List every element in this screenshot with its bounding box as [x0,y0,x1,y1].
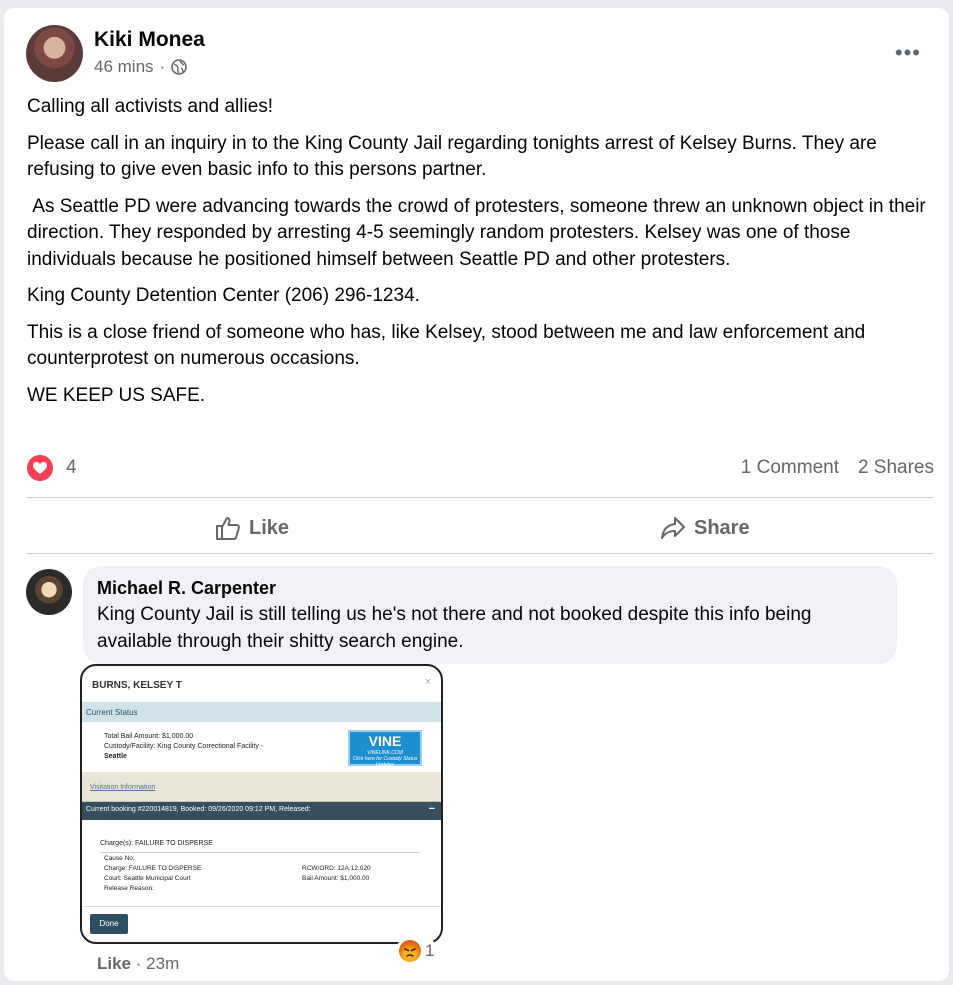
post-card [4,8,949,981]
comment-like-button[interactable]: Like [97,954,132,973]
comment-author[interactable]: Michael R. Carpenter [97,578,277,598]
vine-logo-text: VINE [368,733,402,749]
reaction-count[interactable]: 4 [66,457,77,478]
post-meta [94,57,187,77]
comments-count-link[interactable]: 1 Comment [740,457,839,478]
globe-icon[interactable] [171,59,187,75]
post-stats [27,454,934,482]
release-line: Release Reason: [104,885,154,892]
more-options-button[interactable]: ••• [894,40,921,65]
rcw-line: RCW/ORD: 12A.12.020 [302,865,371,872]
court-line: Court: Seattle Municipal Court [104,875,191,882]
cause-line: Cause No: [104,855,135,862]
done-button: Done [90,914,128,934]
divider [27,553,934,554]
meta-separator: · [159,57,166,76]
comment-bubble [83,566,897,664]
post-paragraph: Please call in an inquiry in to the King County Jail regarding tonights arrest of Kelsey Burns. They are refusing to give even basic info to this persons partner. [27,132,877,180]
vine-logo [348,730,422,766]
post-body [27,94,937,419]
comment-image-attachment[interactable] [80,664,443,944]
collapse-icon: − [428,803,435,815]
shares-count-link[interactable]: 2 Shares [857,457,934,478]
post-paragraph: Calling all activists and allies! [27,96,274,117]
bail-line: Total Bail Amount: $1,000.00 [104,733,194,740]
love-reaction-icon[interactable] [27,455,53,481]
charge-details [104,854,424,894]
like-label: Like [249,516,290,539]
vine-cta: Click here for Custody Status Updates [352,756,418,768]
charge-right-col [302,864,371,884]
post-paragraph: King County Detention Center (206) 296-1234. [27,285,420,306]
like-button[interactable] [215,511,289,545]
bail-amount-line: Bail Amount: $1,000.00 [302,875,370,882]
divider [27,497,934,498]
booking-bar [82,802,441,820]
post-paragraph: As Seattle PD were advancing towards the crowd of protesters, someone threw an unknown object in their direction. They responded by arresting 4-5 seemingly random protesters. Kelsey was one of those individuals because he positioned himself between Seattle PD and other protesters. [27,195,932,270]
post-time[interactable]: 46 mins [94,57,154,76]
status-header: Current Status [82,702,441,722]
charges-header: Charge(s): FAILURE TO DISPERSE [100,840,420,853]
visitation-link: Visitation Information [82,772,441,802]
close-icon: × [424,676,431,688]
booking-text: Current booking #220014819, Booked: 09/26/2020 09:12 PM, Released: [86,806,311,813]
facility-line: Custody/Facility: King County Correctional Facility - [104,743,264,750]
author-avatar[interactable] [26,25,83,82]
vine-sub: VINELINK.COM [367,750,403,756]
comment-reaction-count: 1 [425,941,435,960]
charge-line: Charge: FAILURE TO DISPERSE [104,865,202,872]
facility-line-2: Seattle [104,753,127,760]
post-paragraph: WE KEEP US SAFE. [27,384,206,406]
divider [82,906,441,907]
status-details [104,732,263,762]
post-author[interactable]: Kiki Monea [94,28,205,51]
inmate-name: BURNS, KELSEY T [92,680,182,691]
angry-reaction-icon [399,940,421,962]
comment-time[interactable]: 23m [146,954,180,973]
comment-reactions[interactable] [396,938,437,964]
share-arrow-icon [660,516,686,540]
comment-separator: · [135,954,142,973]
post-paragraph: This is a close friend of someone who has, like Kelsey, stood between me and law enforcement and counterprotest on numerous occasions. [27,321,866,369]
share-button[interactable] [660,511,750,545]
comment-text: King County Jail is still telling us he's not there and not booked despite this info being available through their shitty search engine. [97,604,812,652]
comment-footer [97,954,179,974]
commenter-avatar[interactable] [26,569,72,615]
share-label: Share [694,516,750,539]
thumbs-up-icon [215,515,241,541]
